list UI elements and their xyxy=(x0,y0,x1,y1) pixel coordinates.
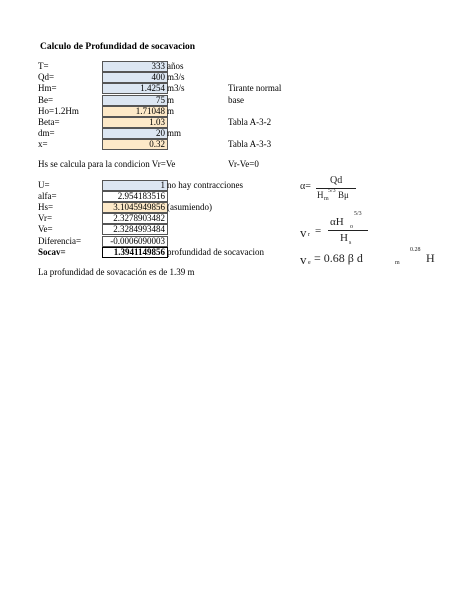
conclusion-text: La profundidad de sovacación es de 1.39 m xyxy=(38,267,195,277)
value-cell[interactable]: 1.3941149856 xyxy=(102,247,168,258)
value-cell[interactable]: 2.3284993484 xyxy=(102,224,168,235)
vr-formula-numerator: αH xyxy=(330,216,344,228)
alpha-formula-fraction-bar xyxy=(316,188,356,189)
row-unit: m xyxy=(167,94,175,105)
vr-formula-num-sub: o xyxy=(350,224,353,230)
row-label: Hm= xyxy=(38,83,57,94)
row-unit: m xyxy=(167,105,175,116)
ve-formula-h: H xyxy=(426,251,435,265)
row-label: Vr= xyxy=(38,213,53,224)
condition-text: Hs se calcula para la condicion Vr=Ve xyxy=(38,159,176,169)
row-label: dm= xyxy=(38,128,55,139)
row-label: x= xyxy=(38,139,48,150)
row-label: Qd= xyxy=(38,72,55,83)
ve-formula-lhs-sub: e xyxy=(308,260,311,266)
row-label: Ve= xyxy=(38,224,53,235)
page-title: Calculo de Profundidad de socavacion xyxy=(40,42,196,52)
alpha-formula-numerator: Qd xyxy=(330,175,343,186)
vr-formula-num-sup: 5/3 xyxy=(354,211,362,217)
condition-equation: Vr-Ve=0 xyxy=(228,159,259,169)
row-label: T= xyxy=(38,61,49,71)
value-cell[interactable]: 333 xyxy=(102,61,168,72)
alpha-formula-den-h: H xyxy=(317,190,324,200)
value-cell[interactable]: 1 xyxy=(102,180,168,191)
value-cell[interactable]: 1.03 xyxy=(102,117,168,128)
row-note: Tabla A-3-2 xyxy=(228,117,272,127)
value-cell[interactable]: 1.4254 xyxy=(102,83,168,94)
alpha-formula-lhs: α= xyxy=(300,181,311,192)
value-cell[interactable]: 2.954183516 xyxy=(102,191,168,202)
row-label: alfa= xyxy=(38,191,57,202)
vr-formula-eq: = xyxy=(315,225,322,237)
row-note: Tabla A-3-3 xyxy=(228,139,272,150)
vr-formula-den-sub: s xyxy=(349,240,352,246)
row-label: Be= xyxy=(38,94,54,105)
ve-formula-lhs: v xyxy=(300,252,307,267)
value-cell[interactable]: 75 xyxy=(102,95,168,106)
row-note: base xyxy=(228,94,244,105)
alpha-formula-den-sup: 5/3 xyxy=(328,188,336,194)
row-unit: profundidad de socavacion xyxy=(167,246,264,257)
value-cell[interactable]: 20 xyxy=(102,128,168,139)
alpha-formula-den-rest: Bμ xyxy=(338,190,349,200)
row-label: Socav= xyxy=(38,246,66,257)
vr-formula-denominator: H xyxy=(340,232,348,244)
row-label: Diferencia= xyxy=(38,235,82,246)
row-unit: m3/s xyxy=(167,72,185,83)
vr-formula-lhs: v xyxy=(300,225,307,240)
vr-formula-fraction-bar xyxy=(328,230,368,231)
row-label: U= xyxy=(38,180,50,190)
value-cell[interactable]: 1.71048 xyxy=(102,106,168,117)
row-note: Tirante normal xyxy=(228,83,282,94)
row-label: Ho=1.2Hm xyxy=(38,105,79,116)
row-unit: (asumiendo) xyxy=(167,202,212,213)
row-label: Beta= xyxy=(38,117,60,127)
alpha-formula-den-sub: m xyxy=(324,196,329,202)
ve-formula-rhs: = 0.68 β d xyxy=(314,251,363,265)
row-unit: años xyxy=(167,61,184,71)
value-cell[interactable]: 3.1045949856 xyxy=(102,202,168,213)
ve-formula-sup: 0.28 xyxy=(410,247,421,253)
row-unit: mm xyxy=(167,128,182,139)
row-unit: m3/s xyxy=(167,83,185,94)
value-cell[interactable]: 400 xyxy=(102,72,168,83)
value-cell[interactable]: 2.3278903482 xyxy=(102,213,168,224)
vr-formula-lhs-sub: r xyxy=(308,232,310,238)
row-label: Hs= xyxy=(38,202,54,213)
row-unit: no hay contracciones xyxy=(167,180,243,190)
ve-formula-d-sub: m xyxy=(395,260,400,266)
value-cell[interactable]: -0.0006090003 xyxy=(102,236,168,247)
value-cell[interactable]: 0.32 xyxy=(102,139,168,150)
